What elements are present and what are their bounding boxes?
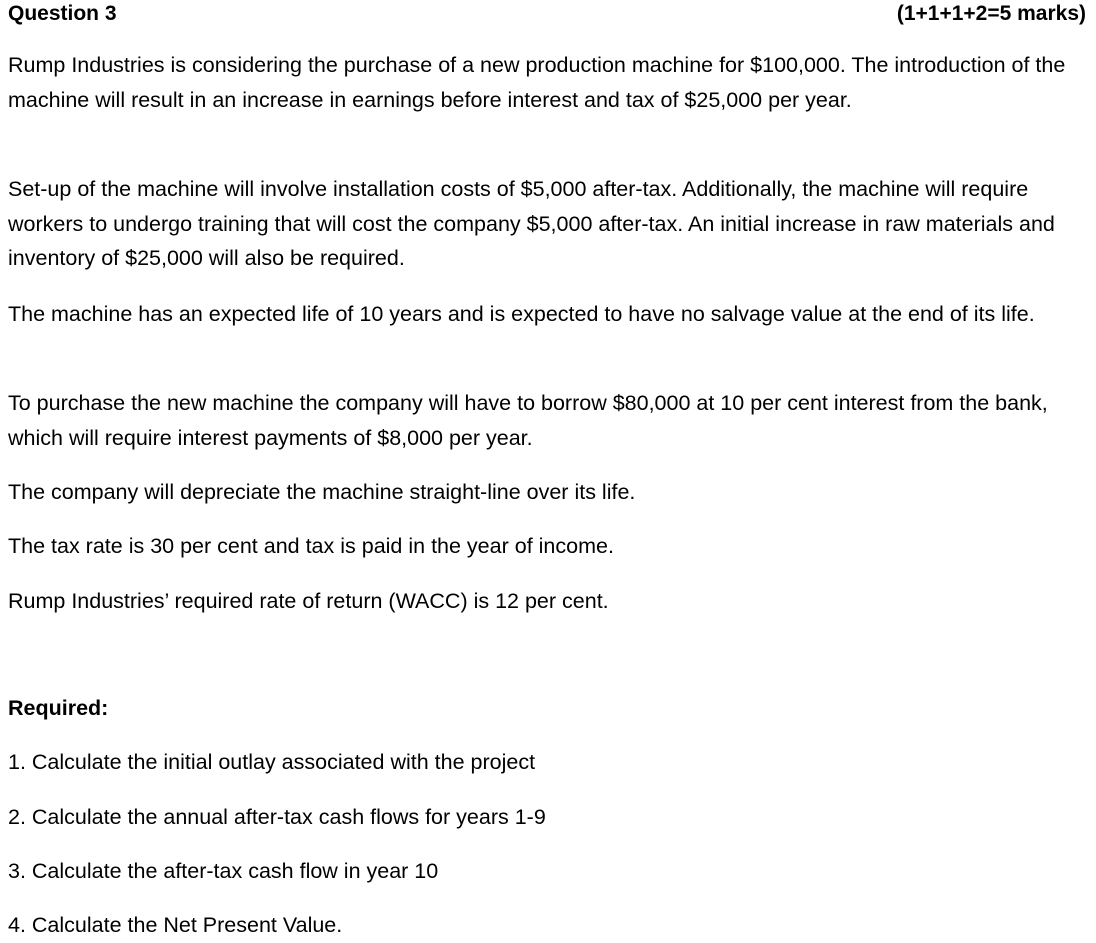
paragraph-borrowing: To purchase the new machine the company will have to borrow $80,000 at 10 per cent interest from the bank, which will require interest payments of $8,000 per year. — [8, 391, 1048, 450]
required-item-2: 2. Calculate the annual after-tax cash flows for years 1-9 — [8, 805, 546, 829]
required-item-3: 3. Calculate the after-tax cash flow in year 10 — [8, 859, 439, 883]
question-header — [8, 0, 1086, 30]
paragraph-setup-costs: Set-up of the machine will involve installation costs of $5,000 after-tax. Additionally, the machine will require workers to undergo training that will cost the company $5,000 after-tax. An initial increase in raw materials and inventory of $25,000 will also be required. — [8, 177, 1055, 270]
paragraph-machine-life: The machine has an expected life of 10 years and is expected to have no salvage value at the end of its life. — [8, 302, 1035, 326]
required-item-1: 1. Calculate the initial outlay associated with the project — [8, 750, 536, 774]
paragraph-depreciation: The company will depreciate the machine straight-line over its life. — [8, 480, 636, 504]
paragraph-tax-rate: The tax rate is 30 per cent and tax is paid in the year of income. — [8, 534, 614, 558]
paragraph-wacc: Rump Industries’ required rate of return (WACC) is 12 per cent. — [8, 589, 609, 613]
required-item-4: 4. Calculate the Net Present Value. — [8, 913, 343, 937]
marks-allocation: (1+1+1+2=5 marks) — [896, 2, 1086, 25]
question-title: Question 3 — [8, 2, 117, 25]
paragraph-machine-purchase: Rump Industries is considering the purchase of a new production machine for $100,000. The introduction of the machine will result in an increase in earnings before interest and tax of $25,000 per year. — [8, 53, 1066, 112]
required-heading: Required: — [8, 696, 109, 720]
